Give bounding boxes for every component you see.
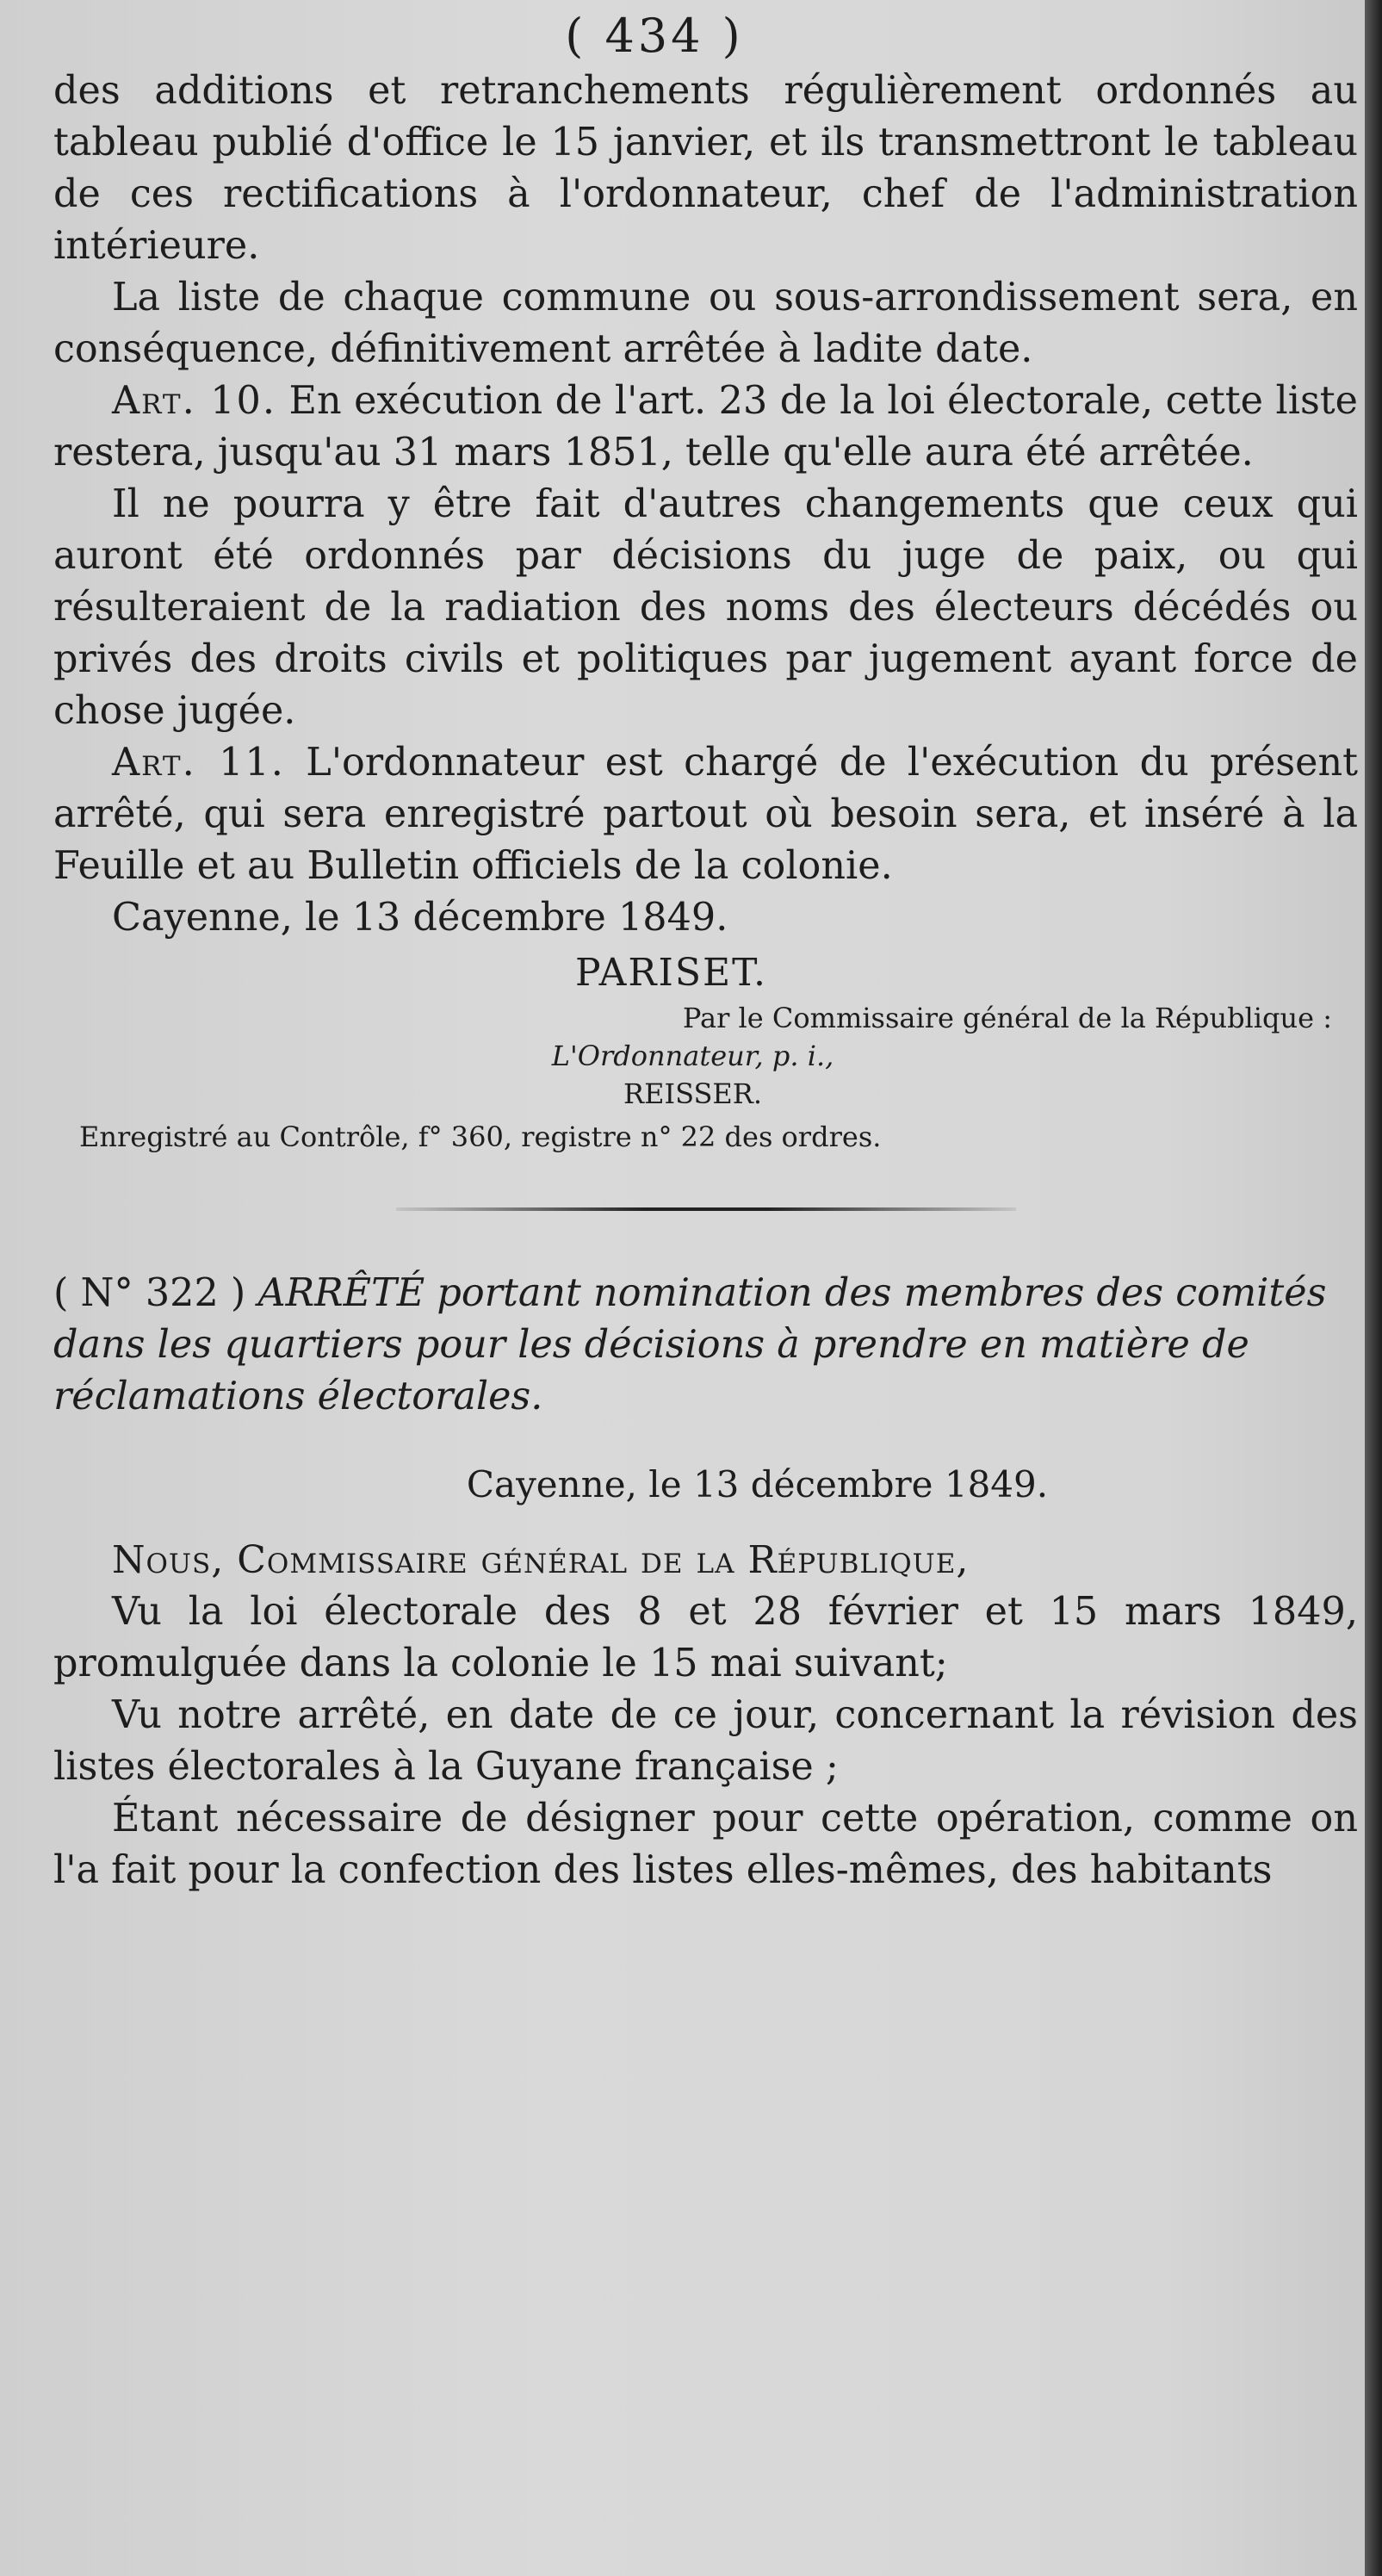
place-date: Cayenne, le 13 décembre 1849. [112, 896, 728, 940]
page-number: ( 434 ) [565, 9, 744, 63]
page-spine-shadow [1365, 0, 1382, 2576]
section-divider [396, 1207, 1016, 1211]
article-11-heading: Art. 11. [112, 741, 285, 785]
decree-number: ( N° 322 ) [53, 1271, 246, 1315]
article-10-heading: Art. 10. [112, 379, 277, 423]
ordonnateur-line: L'Ordonnateur, p. i., [551, 1040, 834, 1072]
page-body [53, 65, 1358, 1896]
decree-title: ARRÊTÉ portant nomination des membres des comités dans les quartiers pour les décisions à prendre en matière de réclamations électorales. [53, 1271, 1327, 1418]
signature-pariset: PARISET. [575, 951, 767, 995]
vu-loi: Vu la loi électorale des 8 et 28 février et 15 mars 1849, promulguée dans la colonie le 15 mai suivant; [53, 1590, 1358, 1685]
paragraph-additions: des additions et retranchements régulièrement ordonnés au tableau publié d'office le 15 janvier, et ils transmettront le tableau de ces rectifications à l'ordonnateur, chef de l'administration intérieure. [53, 69, 1358, 268]
registration-note: Enregistré au Contrôle, f° 360, registre n° 22 des ordres. [79, 1120, 882, 1153]
article-11-text: L'ordonnateur est chargé de l'exécution du présent arrêté, qui sera enregistré partout où besoin sera, et inséré à la Feuille et au Bulletin officiels de la colonie. [53, 741, 1358, 888]
paragraph-changements: Il ne pourra y être fait d'autres changements que ceux qui auront été ordonnés par décisions du juge de paix, ou qui résulteraient de la radiation des noms des électeurs décédés ou privés des droits civils et politiques par jugement ayant force de chose jugée. [53, 482, 1358, 733]
paragraph-liste: La liste de chaque commune ou sous-arrondissement sera, en conséquence, définitivement arrêtée à ladite date. [53, 276, 1358, 371]
decree-heading [53, 1268, 1358, 1423]
article-10 [53, 376, 1358, 479]
decree-date: Cayenne, le 13 décembre 1849. [466, 1463, 1049, 1505]
article-10-text: En exécution de l'art. 23 de la loi électorale, cette liste restera, jusqu'au 31 mars 1851, telle qu'elle aura été arrêtée. [53, 379, 1359, 475]
article-11 [53, 737, 1358, 892]
vu-arrete: Vu notre arrêté, en date de ce jour, concernant la révision des listes électorales à la Guyane française ; [53, 1693, 1358, 1789]
etant-necessaire: Étant nécessaire de désigner pour cette opération, comme on l'a fait pour la confection des listes elles-mêmes, des habitants [53, 1797, 1358, 1892]
by-commissaire: Par le Commissaire général de la République : [682, 1002, 1332, 1034]
signature-reisser: REISSER. [623, 1077, 762, 1110]
preamble: Nous, Commissaire général de la République, [112, 1538, 970, 1582]
